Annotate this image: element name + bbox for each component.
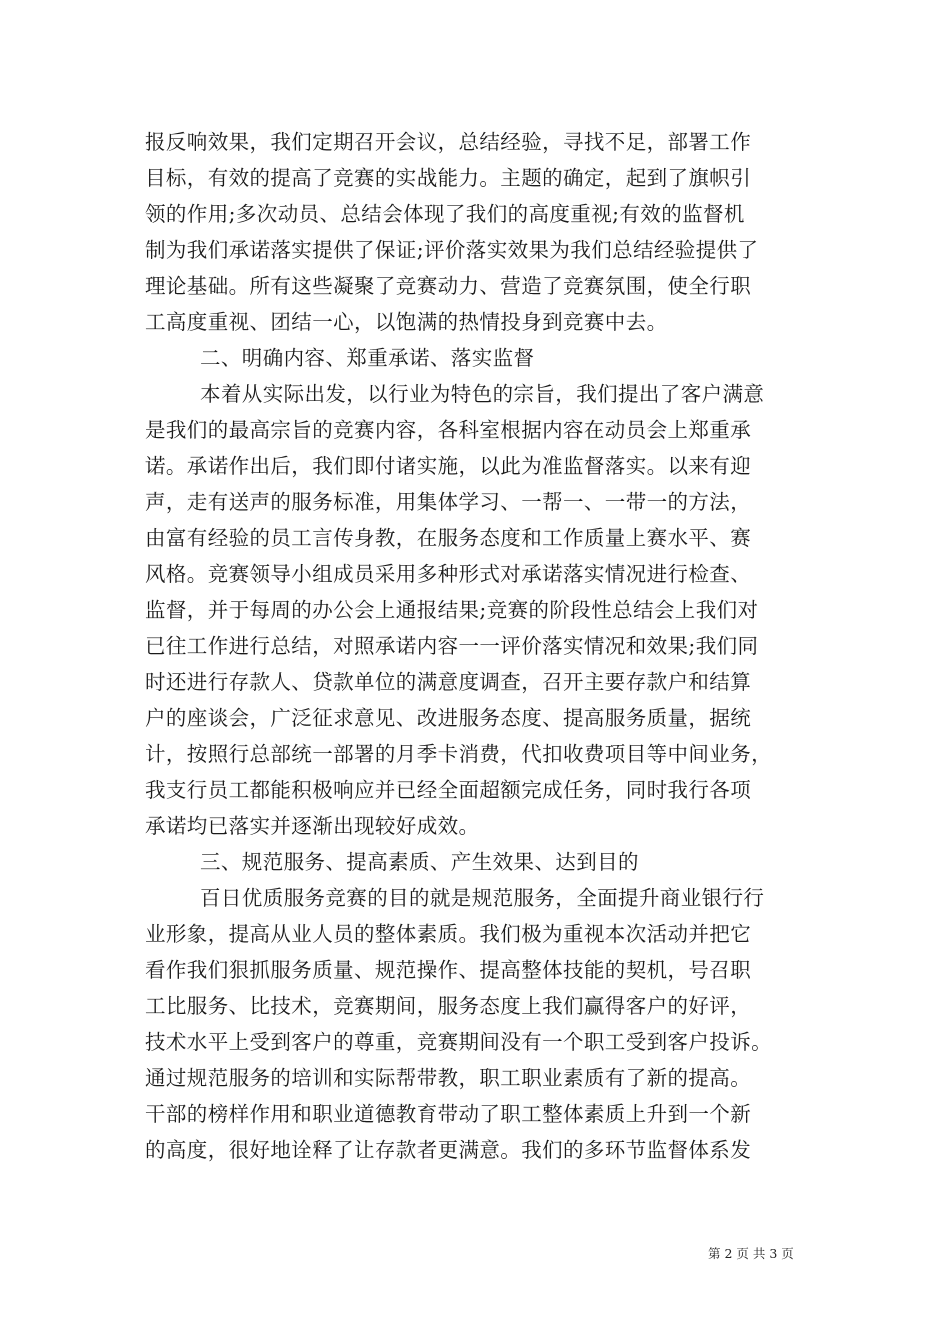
text-line: 监督，并于每周的办公会上通报结果;竞赛的阶段性总结会上我们对: [145, 598, 759, 622]
text-line: 业形象，提高从业人员的整体素质。我们极为重视本次活动并把它: [145, 922, 752, 946]
text-line: 领的作用;多次动员、总结会体现了我们的高度重视;有效的监督机: [145, 202, 745, 226]
text-line: 本着从实际出发，以行业为特色的宗旨，我们提出了客户满意: [200, 382, 765, 406]
text-line: 声，走有送声的服务标准，用集体学习、一帮一、一带一的方法，: [145, 490, 752, 514]
page-number: 第 2 页 共 3 页: [708, 1246, 794, 1261]
text-line: 的高度，很好地诠释了让存款者更满意。我们的多环节监督体系发: [145, 1138, 752, 1162]
text-line: 干部的榜样作用和职业道德教育带动了职工整体素质上升到一个新: [145, 1102, 752, 1126]
text-line: 我支行员工都能积极响应并已经全面超额完成任务，同时我行各项: [145, 778, 752, 802]
text-line: 时还进行存款人、贷款单位的满意度调查，召开主要存款户和结算: [145, 670, 752, 694]
text-line: 计，按照行总部统一部署的月季卡消费，代扣收费项目等中间业务，: [145, 742, 772, 766]
text-line: 技术水平上受到客户的尊重，竞赛期间没有一个职工受到客户投诉。: [145, 1030, 772, 1054]
text-line: 户的座谈会，广泛征求意见、改进服务态度、提高服务质量，据统: [145, 706, 752, 730]
text-line: 已往工作进行总结，对照承诺内容一一评价落实情况和效果;我们同: [145, 634, 759, 658]
text-line: 报反响效果，我们定期召开会议，总结经验，寻找不足，部署工作: [145, 130, 752, 154]
text-line: 制为我们承诺落实提供了保证;评价落实效果为我们总结经验提供了: [145, 238, 759, 262]
text-line: 由富有经验的员工言传身教，在服务态度和工作质量上赛水平、赛: [145, 526, 752, 550]
text-line: 风格。竞赛领导小组成员采用多种形式对承诺落实情况进行检查、: [145, 562, 752, 586]
text-line: 看作我们狠抓服务质量、规范操作、提高整体技能的契机，号召职: [145, 958, 752, 982]
text-line: 工高度重视、团结一心，以饱满的热情投身到竞赛中去。: [145, 310, 668, 334]
text-line: 工比服务、比技术，竞赛期间，服务态度上我们赢得客户的好评，: [145, 994, 752, 1018]
text-line: 承诺均已落实并逐渐出现较好成效。: [145, 814, 480, 838]
section-heading: 二、明确内容、郑重承诺、落实监督: [200, 346, 535, 370]
text-line: 目标，有效的提高了竞赛的实战能力。主题的确定，起到了旗帜引: [145, 166, 752, 190]
text-line: 是我们的最高宗旨的竞赛内容，各科室根据内容在动员会上郑重承: [145, 418, 752, 442]
text-line: 通过规范服务的培训和实际帮带教，职工职业素质有了新的提高。: [145, 1066, 752, 1090]
text-line: 百日优质服务竞赛的目的就是规范服务，全面提升商业银行行: [200, 886, 765, 910]
text-line: 诺。承诺作出后，我们即付诸实施，以此为准监督落实。以来有迎: [145, 454, 752, 478]
text-line: 理论基础。所有这些凝聚了竞赛动力、营造了竞赛氛围，使全行职: [145, 274, 752, 298]
section-heading: 三、规范服务、提高素质、产生效果、达到目的: [200, 850, 639, 874]
